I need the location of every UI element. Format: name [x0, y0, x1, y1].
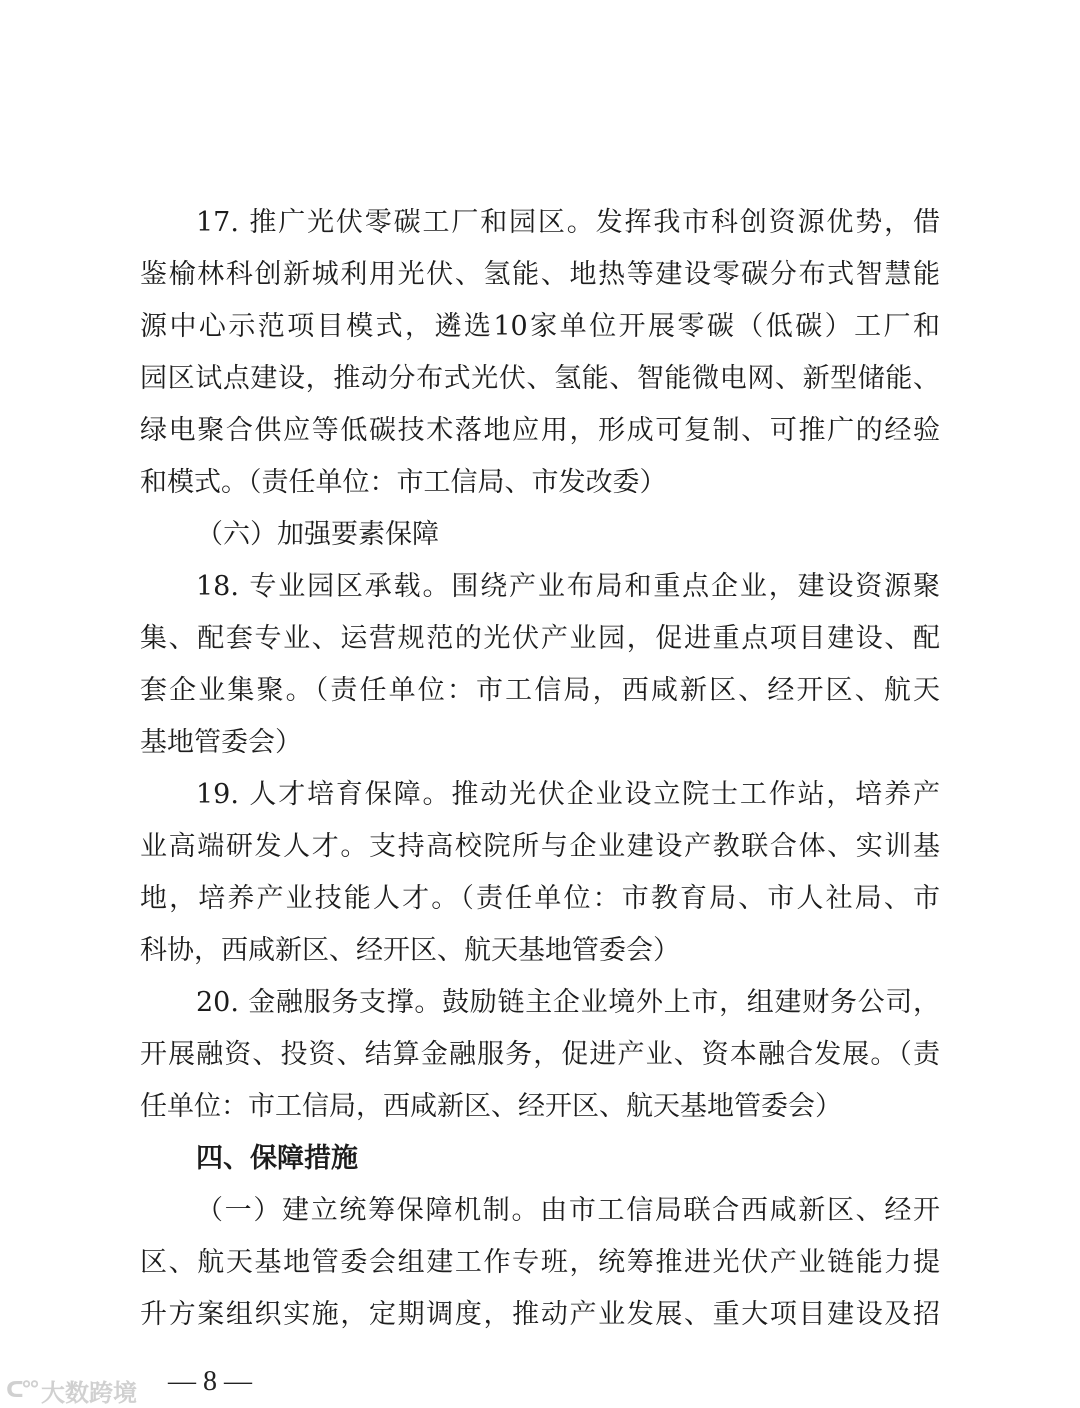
text-line: 20. 金融服务支撑。鼓励链主企业境外上市，组建财务公司，: [196, 987, 940, 1018]
text-line: 套企业集聚。（责任单位：市工信局，西咸新区、经开区、航天: [140, 675, 940, 706]
text-line: 区、航天基地管委会组建工作专班，统筹推进光伏产业链能力提: [140, 1247, 940, 1278]
text-line: 源中心示范项目模式，遴选10家单位开展零碳（低碳）工厂和: [140, 311, 940, 342]
page-footer: [0, 1362, 1080, 1407]
text-line: 17. 推广光伏零碳工厂和园区。发挥我市科创资源优势，借: [196, 207, 940, 238]
text-line: 业高端研发人才。支持高校院所与企业建设产教联合体、实训基: [140, 831, 940, 862]
text-line: 任单位：市工信局，西咸新区、经开区、航天基地管委会）: [140, 1091, 842, 1122]
section-heading: 四、保障措施: [196, 1143, 358, 1174]
watermark-logo-icon: ᑕ°°: [6, 1377, 37, 1403]
text-line: 园区试点建设，推动分布式光伏、氢能、智能微电网、新型储能、: [140, 363, 940, 394]
text-line: 基地管委会）: [140, 727, 302, 758]
watermark: [6, 1374, 137, 1406]
text-line: 开展融资、投资、结算金融服务，促进产业、资本融合发展。（责: [140, 1039, 940, 1070]
page-number: — 8 —: [168, 1366, 252, 1397]
text-line: 绿电聚合供应等低碳技术落地应用，形成可复制、可推广的经验: [140, 415, 940, 446]
text-line: 科协，西咸新区、经开区、航天基地管委会）: [140, 935, 680, 966]
text-line: 地，培养产业技能人才。（责任单位：市教育局、市人社局、市: [140, 883, 940, 914]
text-line: 18. 专业园区承载。围绕产业布局和重点企业，建设资源聚: [196, 571, 940, 602]
text-line: 和模式。（责任单位：市工信局、市发改委）: [140, 467, 667, 498]
text-line: 集、配套专业、运营规范的光伏产业园，促进重点项目建设、配: [140, 623, 940, 654]
text-line: 19. 人才培育保障。推动光伏企业设立院士工作站，培养产: [196, 779, 940, 810]
text-line: （六）加强要素保障: [196, 519, 439, 550]
text-line: 升方案组织实施，定期调度，推动产业发展、重大项目建设及招: [140, 1299, 940, 1330]
text-line: 鉴榆林科创新城利用光伏、氢能、地热等建设零碳分布式智慧能: [140, 259, 940, 290]
watermark-text: 大数跨境: [40, 1378, 137, 1407]
text-line: （一）建立统筹保障机制。由市工信局联合西咸新区、经开: [196, 1195, 940, 1226]
